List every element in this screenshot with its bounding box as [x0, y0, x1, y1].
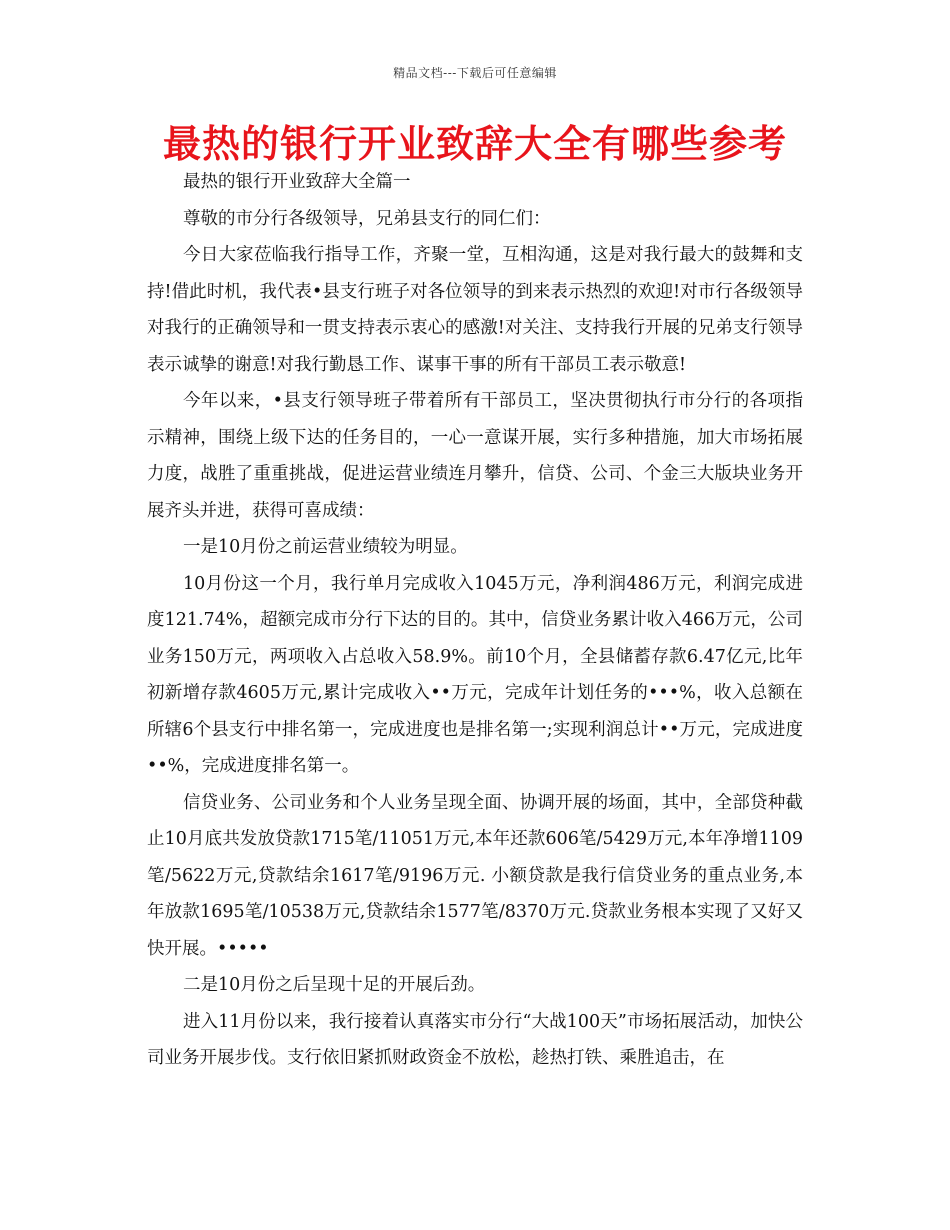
paragraph: 10月份这一个月，我行单月完成收入1045万元，净利润486万元，利润完成进度121.74%，超额完成市分行下达的目的。其中，信贷业务累计收入466万元，公司业务150万元，两项收入占总收入58.9%。前10个月，全县储蓄存款6.47亿元,比年初新增存款4605万元,累计完成收入••万元，完成年计划任务的•••%，收入总额在所辖6个县支行中排名第一，完成进度也是排名第一;实现利润总计••万元，完成进度••%，完成进度排名第一。: [147, 573, 804, 776]
document-body: [147, 164, 803, 1077]
paragraph: 今日大家莅临我行指导工作，齐聚一堂，互相沟通，这是对我行最大的鼓舞和支持!借此时机，我代表•县支行班子对各位领导的到来表示热烈的欢迎!对市行各级领导对我行的正确领导和一贯支持表示衷心的感激!对关注、支持我行开展的兄弟支行领导表示诚挚的谢意!对我行勤恳工作、谋事干事的所有干部员工表示敬意!: [147, 245, 803, 375]
paragraph: 二是10月份之后呈现十足的开展后劲。: [183, 975, 486, 995]
paragraph: 信贷业务、公司业务和个人业务呈现全面、协调开展的场面，其中，全部贷种截止10月底共发放贷款1715笔/11051万元,本年还款606笔/5429万元,本年净增1109笔/5622万元,贷款结余1617笔/9196万元. 小额贷款是我行信贷业务的重点业务,本年放款1695笔/10538万元,贷款结余1577笔/8370万元.贷款业务根本实现了又好又快开展。•••••: [147, 792, 803, 959]
section-heading: 最热的银行开业致辞大全篇一: [183, 172, 411, 192]
paragraph: 一是10月份之前运营业绩较为明显。: [183, 537, 468, 557]
page-header: 精品文档---下载后可任意编辑: [393, 66, 557, 80]
document-title: 最热的银行开业致辞大全有哪些参考: [162, 122, 787, 166]
paragraph: 今年以来，•县支行领导班子带着所有干部员工，坚决贯彻执行市分行的各项指示精神，围绕上级下达的任务目的，一心一意谋开展，实行多种措施，加大市场拓展力度，战胜了重重挑战，促进运营业绩连月攀升，信贷、公司、个金三大版块业务开展齐头并进，获得可喜成绩：: [147, 391, 803, 521]
salutation: 尊敬的市分行各级领导，兄弟县支行的同仁们：: [183, 208, 551, 229]
paragraph: 进入11月份以来，我行接着认真落实市分行“大战100天”市场拓展活动，加快公司业务开展步伐。支行依旧紧抓财政资金不放松，趁热打铁、乘胜追击，在: [147, 1011, 803, 1068]
